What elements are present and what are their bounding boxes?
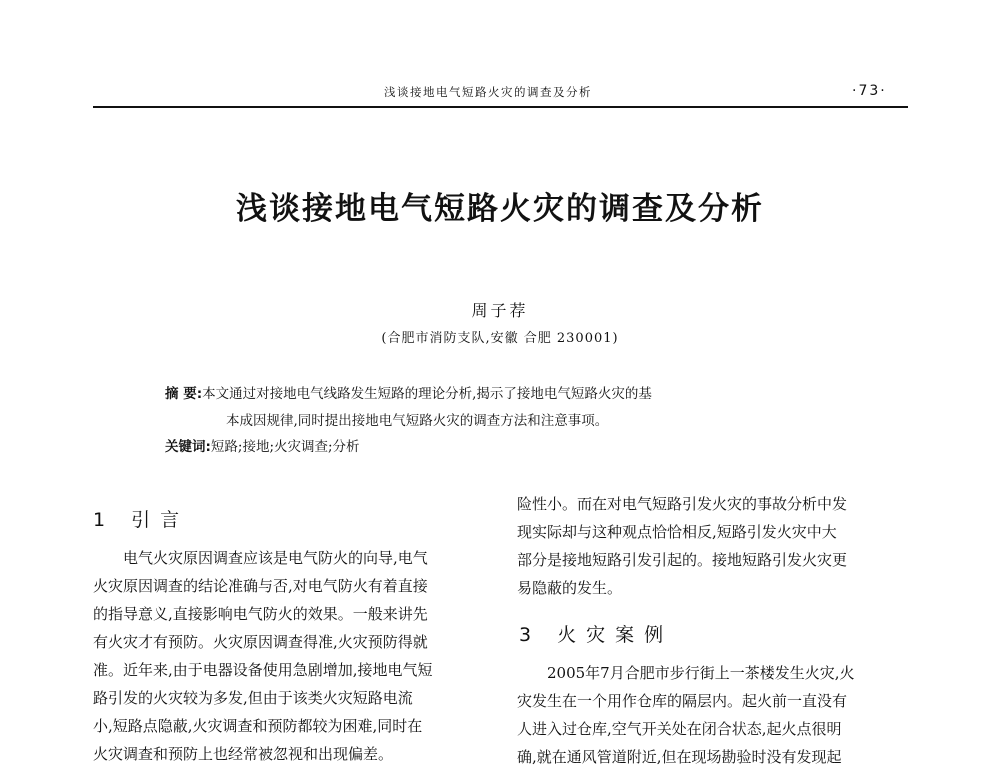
section-3-body — [517, 659, 855, 771]
running-head: 浅谈接地电气短路火灾的调查及分析 — [384, 85, 592, 99]
paragraph-line: 火灾原因调查的结论准确与否,对电气防火有着直接 — [93, 577, 428, 595]
keywords — [165, 435, 360, 455]
paragraph-line: 路引发的火灾较为多发,但由于该类火灾短路电流 — [93, 689, 413, 707]
section-1-title: 1 引言 — [93, 509, 190, 531]
right-column-continued — [517, 490, 917, 602]
paragraph-line: 灾发生在一个用作仓库的隔层内。起火前一直没有 — [517, 692, 848, 710]
paragraph-line: 2005年7月合肥市步行街上一茶楼发生火灾,火 — [547, 664, 855, 682]
header-rule — [93, 106, 908, 108]
paragraph-line: 的指导意义,直接影响电气防火的效果。一般来讲先 — [93, 605, 428, 623]
paragraph-line: 小,短路点隐蔽,火灾调查和预防都较为困难,同时在 — [93, 717, 423, 735]
abstract — [165, 381, 855, 435]
paragraph-line: 险性小。而在对电气短路引发火灾的事故分析中发 — [517, 495, 848, 513]
page-number: ·73· — [852, 83, 887, 99]
paragraph-line: 人进入过仓库,空气开关处在闭合状态,起火点很明 — [517, 720, 842, 738]
author: 周子荐 — [471, 301, 529, 320]
paragraph-line: 有火灾才有预防。火灾原因调查得准,火灾预防得就 — [93, 633, 428, 651]
paragraph-line: 火灾调查和预防上也经常被忽视和出现偏差。 — [93, 745, 394, 763]
keywords-text: 短路;接地;火灾调查;分析 — [210, 439, 360, 455]
paragraph-line: 准。近年来,由于电器设备使用急剧增加,接地电气短 — [93, 661, 433, 679]
paragraph-line: 电气火灾原因调查应该是电气防火的向导,电气 — [123, 549, 428, 567]
paragraph-line: 部分是接地短路引发引起的。接地短路引发火灾更 — [517, 551, 848, 569]
section-3-title: 3 火灾案例 — [519, 624, 674, 646]
abstract-line-2: 本成因规律,同时提出接地电气短路火灾的调查方法和注意事项。 — [226, 413, 609, 429]
keywords-label: 关键词: — [165, 439, 211, 455]
paragraph-line: 确,就在通风管道附近,但在现场勘验时没有发现起 — [517, 748, 842, 766]
affiliation: (合肥市消防支队,安徽 合肥 230001) — [381, 331, 619, 346]
paragraph-line: 现实际却与这种观点恰恰相反,短路引发火灾中大 — [517, 523, 837, 541]
abstract-label: 摘 要: — [165, 386, 203, 402]
article-title: 浅谈接地电气短路火灾的调查及分析 — [236, 191, 764, 227]
section-1-body — [93, 544, 493, 768]
paragraph-line: 易隐蔽的发生。 — [517, 579, 623, 597]
abstract-line-1: 本文通过对接地电气线路发生短路的理论分析,揭示了接地电气短路火灾的基 — [202, 386, 652, 402]
